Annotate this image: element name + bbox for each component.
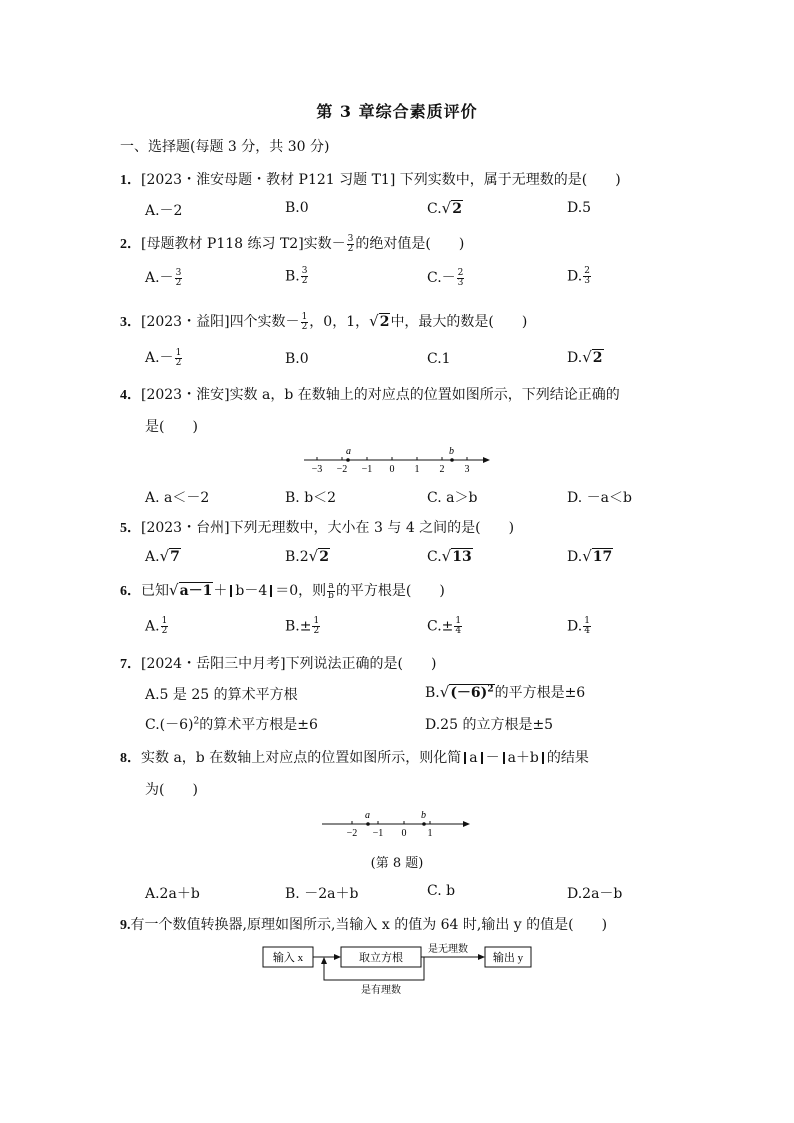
q5-option-b: B.2√2 <box>285 547 329 565</box>
input-box-label: 输入 x <box>272 952 304 964</box>
q4-option-a: A. a＜－2 <box>145 490 210 506</box>
q3-option-c: C.1 <box>427 351 451 367</box>
question-number: 2． <box>120 237 141 252</box>
q8-number-line <box>318 808 478 840</box>
q8-option-c: C. b <box>427 883 456 899</box>
question-3: 3．[2023・益阳]四个实数－ $\frac{1}{2}$ ，0，1，√2中，最大的数是( ) <box>120 311 528 332</box>
question-text: [母题教材 P118 练习 T2]实数－ <box>141 236 346 252</box>
point-a-dot <box>366 822 370 826</box>
cube-root-box-label: 取立方根 <box>359 952 403 964</box>
question-7: 7．[2024・岳阳三中月考]下列说法正确的是( ) <box>120 656 437 672</box>
q3-option-b: B.0 <box>285 351 309 367</box>
q2-option-b: B. $\frac{3}{2}$ <box>285 266 308 286</box>
tick-label: −2 <box>336 464 348 475</box>
q1-option-a: A.－2 <box>145 203 183 219</box>
sqrt-expression: √2 <box>441 199 462 217</box>
q1-option-d: D.5 <box>567 200 592 216</box>
question-2: 2．[母题教材 P118 练习 T2]实数－ $\frac{3}{2}$ 的绝对值是( ) <box>120 233 465 254</box>
tick-label: 1 <box>427 828 433 839</box>
question-source: [2024・岳阳三中月考] <box>141 656 286 672</box>
question-source: [2023・台州] <box>141 520 230 536</box>
q4-option-b: B. b＜2 <box>285 490 337 506</box>
q3-option-d: D.√2 <box>567 348 603 366</box>
abs-bar <box>503 752 505 764</box>
rational-label: 是有理数 <box>361 985 401 996</box>
question-number: 1． <box>120 173 141 188</box>
q4-number-line <box>300 444 495 476</box>
q7-option-c: $C.(-6)^2$的算术平方根是±6 <box>145 716 318 733</box>
question-1 <box>120 169 621 189</box>
tick-label: 2 <box>439 464 445 475</box>
question-4-cont: 是( ) <box>145 419 198 435</box>
q5-option-a: A.√7 <box>145 547 180 565</box>
tick-label: −2 <box>346 828 358 839</box>
tick-label: 0 <box>389 464 395 475</box>
tick-label: 1 <box>414 464 420 475</box>
tick-label: 0 <box>401 828 407 839</box>
abs-bar <box>270 585 272 597</box>
q8-option-a: A.2a＋b <box>145 886 200 902</box>
point-b-label: b <box>449 446 454 457</box>
q2-option-c: C.－ $\frac{2}{3}$ <box>427 267 464 288</box>
abs-bar <box>464 752 466 764</box>
fraction: $\frac{3}{2}$ <box>347 233 354 254</box>
question-source: [2023・益阳] <box>141 314 230 330</box>
q8-option-b: B. －2a＋b <box>285 886 359 902</box>
section-heading: 一、选择题(每题 3 分，共 30 分) <box>120 139 330 155</box>
abs-bar <box>481 752 483 764</box>
abs-bar <box>230 585 232 597</box>
question-5: 5．[2023・台州]下列无理数中，大小在 3 与 4 之间的是( ) <box>120 520 515 536</box>
q4-option-c: C. a＞b <box>427 490 478 506</box>
q6-option-d: D. $\frac{1}{4}$ <box>567 616 590 636</box>
abs-bar <box>542 752 544 764</box>
point-b-dot <box>422 822 426 826</box>
q7-option-b: $B.√(-6)^2$的平方根是±6 <box>425 683 586 701</box>
q7-option-d: D.25 的立方根是±5 <box>425 717 554 733</box>
q5-option-c: C.√13 <box>427 547 472 565</box>
q6-option-b: B.± $\frac{1}{2}$ <box>285 616 320 636</box>
question-4: 4．[2023・淮安]实数 a，b 在数轴上的对应点的位置如图所示，下列结论正确的 <box>120 387 620 403</box>
point-a-dot <box>346 458 350 462</box>
tick-label: −3 <box>311 464 323 475</box>
question-source: [2023・淮安] <box>141 387 230 403</box>
tick-label: 3 <box>464 464 470 475</box>
question-text: 下列实数中，属于无理数的是( ) <box>399 172 621 188</box>
question-source: [2023・淮安母题・教材 P121 习题 T1] <box>141 172 396 188</box>
output-box-label: 输出 y <box>492 952 524 964</box>
option-label: C. <box>427 201 442 217</box>
q5-option-d: D.√17 <box>567 547 613 565</box>
page-title: 第 3 章综合素质评价 <box>316 102 478 121</box>
q3-option-a: A.－ $\frac{1}{2}$ <box>145 347 182 368</box>
q2-option-a: A.－ $\frac{3}{2}$ <box>145 267 182 288</box>
point-b-dot <box>450 458 454 462</box>
irrational-label: 是无理数 <box>428 944 468 955</box>
q1-option-b: B.0 <box>285 200 309 216</box>
q6-option-a: A. $\frac{1}{2}$ <box>145 616 168 636</box>
q6-option-c: C.± $\frac{1}{4}$ <box>427 616 462 636</box>
point-a-label: a <box>346 446 351 457</box>
question-8-cont: 为( ) <box>145 782 198 798</box>
q2-option-d: D. $\frac{2}{3}$ <box>567 266 590 286</box>
point-a-label: a <box>365 810 370 821</box>
tick-label: −1 <box>372 828 384 839</box>
q4-option-d: D. －a＜b <box>567 490 632 506</box>
question-8: 8．实数 a，b 在数轴上对应点的位置如图所示，则化简 a － a＋b 的结果 <box>120 750 589 766</box>
question-9: 9.有一个数值转换器,原理如图所示,当输入 x 的值为 64 时,输出 y 的值是( ) <box>120 917 608 933</box>
question-6: 6．已知√a－1＋ b－4 ＝0，则 $\frac{a}{b}$ 的平方根是( ) <box>120 580 445 601</box>
q7-option-a: A.5 是 25 的算术平方根 <box>145 687 298 703</box>
converter-flowchart <box>258 940 538 1000</box>
point-b-label: b <box>421 810 426 821</box>
tick-label: −1 <box>361 464 373 475</box>
q1-option-c <box>427 199 463 217</box>
q8-option-d: D.2a－b <box>567 886 623 902</box>
figure-caption: (第 8 题) <box>370 856 424 871</box>
